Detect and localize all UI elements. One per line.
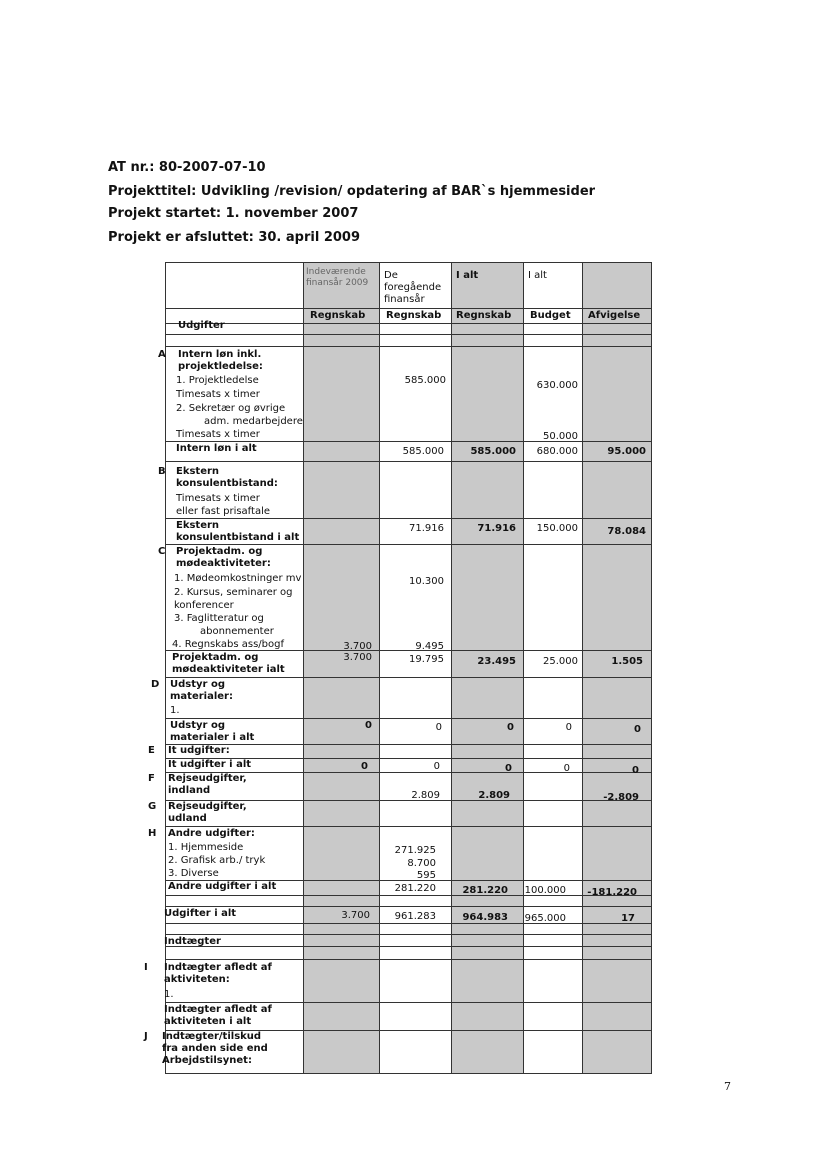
row-e-sum-c4: 0 — [563, 763, 570, 774]
row-b-sum-c2: 71.916 — [409, 523, 444, 534]
row-a-line: 2. Sekretær og øvrige — [176, 403, 286, 414]
hline — [165, 308, 652, 309]
hline — [165, 934, 652, 935]
row-a-title: Intern løn inkl. projektledelse: — [178, 349, 263, 372]
project-start: Projekt startet: 1. november 2007 — [108, 206, 359, 221]
row-f-c3: 2.809 — [478, 790, 510, 801]
row-h-sum-c2: 281.220 — [394, 883, 436, 894]
row-letter-h: H — [148, 828, 157, 839]
total-c1: 3.700 — [341, 910, 370, 921]
row-f-c5: -2.809 — [603, 792, 639, 803]
row-d-sum-c1: 0 — [365, 720, 372, 731]
hline — [165, 923, 652, 924]
udgifter-heading: Udgifter — [178, 320, 225, 331]
total-label: Udgifter i alt — [164, 908, 237, 919]
row-letter-j: J — [144, 1031, 148, 1042]
row-c-line: 1. Mødeomkostninger mv — [174, 573, 302, 584]
indtaegter-heading: Indtægter — [164, 936, 221, 947]
row-letter-a: A — [158, 349, 166, 360]
hline — [165, 441, 652, 442]
row-f-title: Rejseudgifter, indland — [168, 773, 247, 796]
vline-3 — [451, 262, 452, 1074]
row-d-sum-c4: 0 — [565, 722, 572, 733]
row-d-line: 1. — [170, 705, 180, 716]
row-a-line: adm. medarbejdere — [204, 416, 303, 427]
row-c-sum-c3: 23.495 — [477, 656, 516, 667]
col1-header: Regnskab — [310, 310, 366, 321]
row-b-sum-c5: 78.084 — [607, 526, 646, 537]
col3-header: Regnskab — [456, 310, 512, 321]
row-d-sum-c2: 0 — [435, 722, 442, 733]
row-c-v1-c2: 10.300 — [409, 576, 444, 587]
row-letter-c: C — [158, 546, 166, 557]
hline — [165, 744, 652, 745]
total-c4: 965.000 — [524, 913, 566, 924]
row-h-v1: 271.925 — [394, 845, 436, 856]
row-a-sum-c2: 585.000 — [402, 446, 444, 457]
hline — [165, 959, 652, 960]
row-d-title: Udstyr og materialer: — [170, 679, 233, 702]
row-letter-i: I — [144, 962, 148, 973]
row-e-sum-c1: 0 — [361, 761, 368, 772]
row-i-title: Indtægter afledt af aktiviteten: — [164, 962, 272, 985]
row-h-sum-c5: -181.220 — [587, 887, 637, 898]
col2-top-label: De foregående finansår — [384, 270, 442, 305]
hline — [165, 346, 652, 347]
row-d-sum-c5: 0 — [634, 724, 641, 735]
row-c-title: Projektadm. og mødeaktiviteter: — [176, 546, 271, 569]
hline — [165, 518, 652, 519]
row-c-sum-c2: 19.795 — [409, 654, 444, 665]
hline — [165, 826, 652, 827]
project-end: Projekt er afsluttet: 30. april 2009 — [108, 230, 361, 245]
hline — [165, 718, 652, 719]
row-letter-f: F — [148, 773, 155, 784]
row-d-sum-label: Udstyr og materialer i alt — [170, 720, 255, 743]
col3-top-label: I alt — [456, 270, 479, 281]
row-b-sum-c4: 150.000 — [536, 523, 578, 534]
row-a-c4-value2: 50.000 — [543, 431, 578, 442]
row-e-sum-c3: 0 — [505, 763, 512, 774]
hline — [165, 544, 652, 545]
hline — [165, 895, 652, 896]
row-b-title: Ekstern konsulentbistand: — [176, 466, 278, 489]
total-c2: 961.283 — [394, 911, 436, 922]
row-d-sum-c3: 0 — [507, 722, 514, 733]
vline-1 — [303, 262, 304, 1074]
row-c-line: 3. Faglitteratur og — [174, 613, 264, 624]
row-f-c2: 2.809 — [411, 790, 440, 801]
page-number: 7 — [724, 1080, 731, 1093]
col2-header: Regnskab — [386, 310, 442, 321]
row-i-line: 1. — [164, 989, 174, 1000]
row-h-v3: 595 — [416, 870, 436, 881]
row-letter-g: G — [148, 801, 157, 812]
row-h-sum-c4: 100.000 — [524, 885, 566, 896]
row-i-sum-label: Indtægter afledt af aktiviteten i alt — [164, 1004, 272, 1027]
row-c-line: 4. Regnskabs ass/bogf — [172, 639, 284, 650]
row-a-sum-c5: 95.000 — [607, 446, 646, 457]
row-h-sum-c3: 281.220 — [462, 885, 508, 896]
row-c-line: konferencer — [174, 600, 234, 611]
row-a-line: Timesats x timer — [176, 389, 260, 400]
hline — [165, 323, 652, 324]
row-b-line: eller fast prisaftale — [176, 506, 271, 517]
total-c5: 17 — [621, 913, 635, 924]
col5-header: Afvigelse — [588, 310, 641, 321]
col1-top-label: Indeværende finansår 2009 — [306, 267, 369, 288]
row-letter-e: E — [148, 745, 155, 756]
row-c-sum-c4: 25.000 — [543, 656, 578, 667]
hline — [165, 946, 652, 947]
row-a-line: Timesats x timer — [176, 429, 260, 440]
row-letter-d: D — [151, 679, 160, 690]
row-h-line: 1. Hjemmeside — [168, 842, 244, 853]
row-c-line: abonnementer — [200, 626, 274, 637]
vline-5 — [582, 262, 583, 1074]
row-b-sum-c3: 71.916 — [477, 523, 516, 534]
row-c-sum-c5: 1.505 — [611, 656, 643, 667]
row-c-v4-c1: 3.700 — [343, 641, 372, 652]
row-a-sum-c3: 585.000 — [470, 446, 516, 457]
row-b-line: Timesats x timer — [176, 493, 260, 504]
row-a-c4-value: 630.000 — [536, 380, 578, 391]
col4-top-label: I alt — [528, 270, 547, 281]
row-h-sum-label: Andre udgifter i alt — [168, 881, 277, 892]
row-g-title: Rejseudgifter, udland — [168, 801, 247, 824]
at-number: AT nr.: 80-2007-07-10 — [108, 160, 266, 175]
hline — [165, 334, 652, 335]
row-j-title: Indtægter/tilskud fra anden side end Arbejdstilsynet: — [162, 1031, 268, 1066]
col4-header: Budget — [530, 310, 571, 321]
row-a-sum-c4: 680.000 — [536, 446, 578, 457]
row-a-c2-value: 585.000 — [404, 375, 446, 386]
project-title: Projekttitel: Udvikling /revision/ opdatering af BAR`s hjemmesider — [108, 184, 596, 199]
row-a-line: 1. Projektledelse — [176, 375, 259, 386]
hline — [165, 906, 652, 907]
row-c-v4-c2: 9.495 — [415, 641, 444, 652]
row-e-sum-label: It udgifter i alt — [168, 759, 252, 770]
hline — [165, 461, 652, 462]
row-h-title: Andre udgifter: — [168, 828, 255, 839]
row-h-line: 3. Diverse — [168, 868, 219, 879]
row-c-sum-label: Projektadm. og mødeaktiviteter ialt — [172, 652, 285, 675]
row-a-sum-label: Intern løn i alt — [176, 443, 257, 454]
row-b-sum-label: Ekstern konsulentbistand i alt — [176, 520, 300, 543]
hline — [165, 677, 652, 678]
row-h-line: 2. Grafisk arb./ tryk — [168, 855, 266, 866]
total-c3: 964.983 — [462, 912, 508, 923]
row-h-v2: 8.700 — [407, 858, 436, 869]
row-c-line: 2. Kursus, seminarer og — [174, 587, 293, 598]
row-e-title: It udgifter: — [168, 745, 230, 756]
row-letter-b: B — [158, 466, 166, 477]
row-e-sum-c2: 0 — [433, 761, 440, 772]
row-c-sum-c1: 3.700 — [343, 652, 372, 663]
hline — [165, 1002, 652, 1003]
row-e-sum-c5: 0 — [632, 765, 639, 776]
